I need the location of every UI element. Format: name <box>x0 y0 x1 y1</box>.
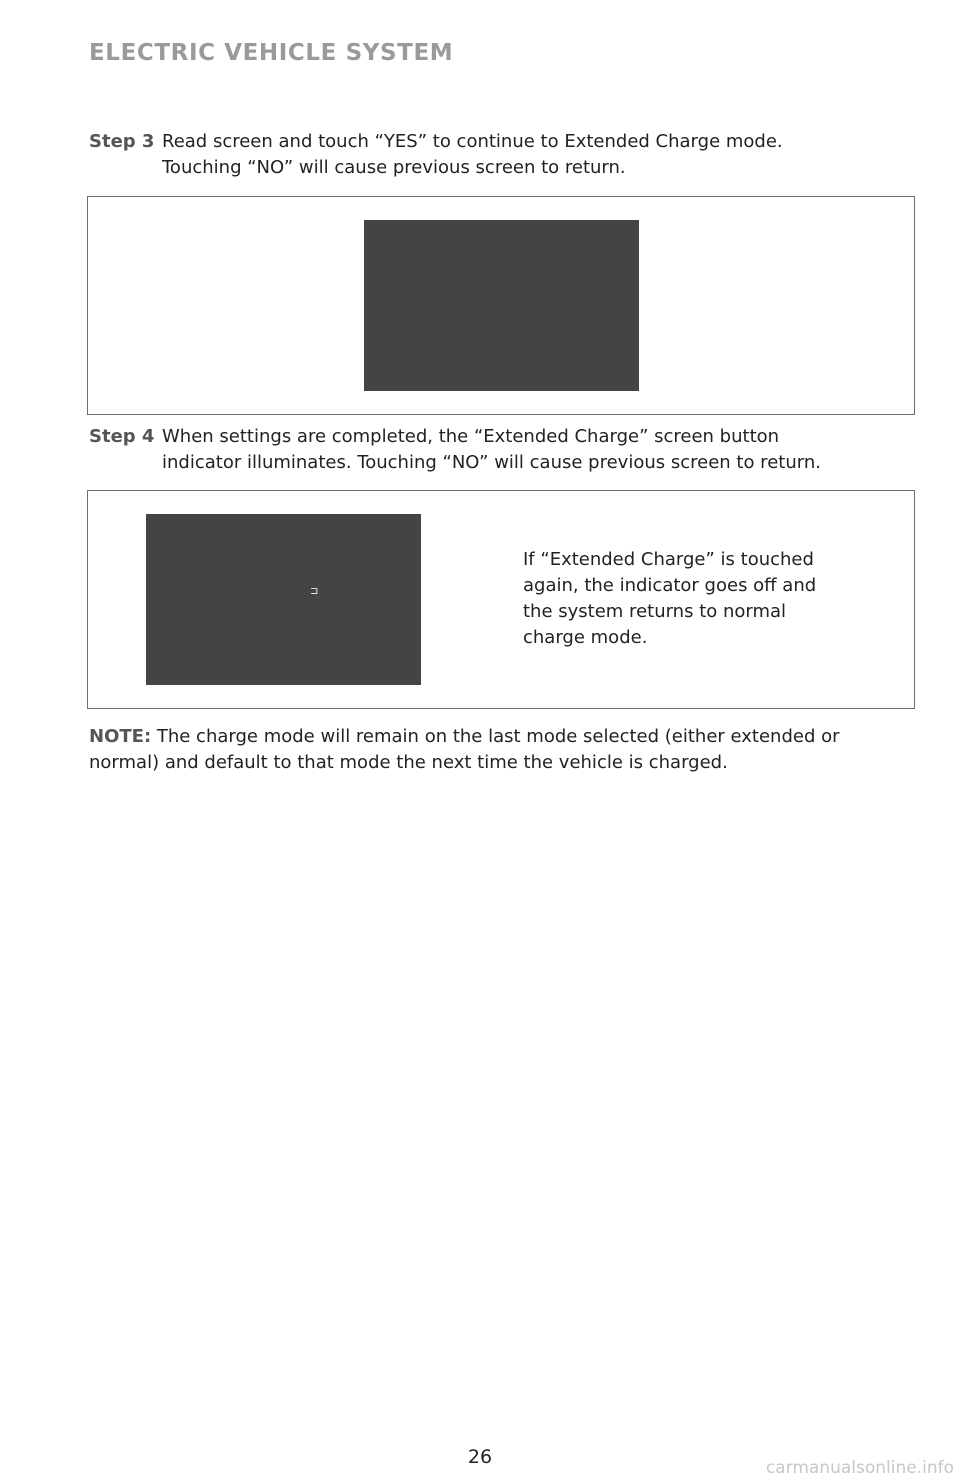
step-3-text-line: Read screen and touch “YES” to continue to Extended Charge mode. <box>162 131 783 152</box>
extended-charge-screen-image <box>146 514 421 685</box>
page-number: 26 <box>467 1446 493 1468</box>
section-header: ELECTRIC VEHICLE SYSTEM <box>89 40 454 66</box>
step-4-figure <box>87 490 915 709</box>
step-3-figure <box>87 196 915 415</box>
step-3-instruction <box>89 129 929 181</box>
step-4-text-line: indicator illuminates. Touching “NO” will cause previous screen to return. <box>162 452 821 473</box>
confirmation-screen-image <box>364 220 639 391</box>
step-3-label: Step 3 <box>89 131 155 152</box>
note-label: NOTE: <box>89 726 152 747</box>
step-4-text <box>162 424 929 476</box>
extended-charge-callout <box>523 547 816 651</box>
callout-line: If “Extended Charge” is touched <box>523 549 814 570</box>
note-paragraph <box>89 724 919 776</box>
step-4-instruction <box>89 424 929 476</box>
note-text: The charge mode will remain on the last mode selected (either extended or <box>151 726 840 747</box>
callout-line: the system returns to normal <box>523 601 787 622</box>
step-4-label: Step 4 <box>89 426 155 447</box>
note-line-2: normal) and default to that mode the next time the vehicle is charged. <box>89 752 728 773</box>
watermark: carmanualsonline.info <box>765 1458 954 1478</box>
callout-line: charge mode. <box>523 627 648 648</box>
screen-glyph: ⊐ <box>310 586 319 597</box>
note-line-1 <box>89 724 919 750</box>
step-3-text-line: Touching “NO” will cause previous screen to return. <box>162 157 626 178</box>
step-4-text-line: When settings are completed, the “Extended Charge” screen button <box>162 426 780 447</box>
step-3-text <box>162 129 929 181</box>
callout-line: again, the indicator goes off and <box>523 575 817 596</box>
